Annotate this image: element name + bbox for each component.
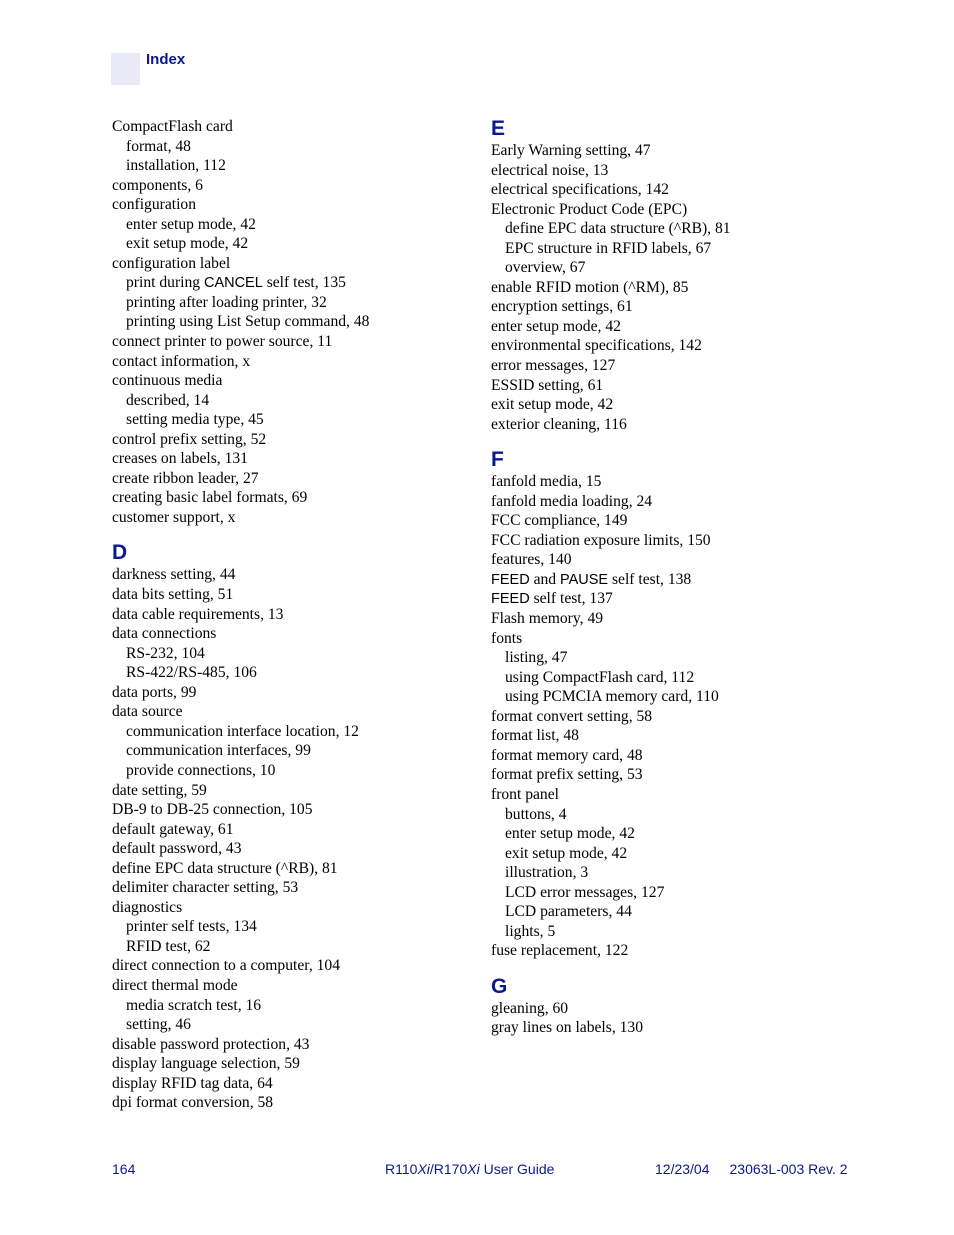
- index-subentry: overview, 67: [505, 259, 586, 277]
- index-entry: Early Warning setting, 47: [491, 142, 651, 159]
- index-subentry: printing after loading printer, 32: [126, 293, 327, 311]
- index-entry: direct thermal mode: [112, 976, 238, 994]
- header-tab-marker: [111, 53, 140, 85]
- index-entry: CompactFlash card: [112, 118, 233, 135]
- index-entry: display RFID tag data, 64: [112, 1074, 273, 1092]
- index-subentry: illustration, 3: [505, 864, 589, 882]
- index-subentry: RS-232, 104: [126, 644, 205, 662]
- index-entry: default password, 43: [112, 840, 242, 858]
- index-entry: creases on labels, 131: [112, 450, 248, 468]
- index-subentry: enter setup mode, 42: [505, 825, 635, 843]
- index-entry: connect printer to power source, 11: [112, 333, 333, 351]
- index-subentry: RFID test, 62: [126, 937, 211, 955]
- page-header-title: Index: [146, 51, 186, 68]
- index-entry: diagnostics: [112, 898, 183, 916]
- index-entry: fonts: [491, 629, 523, 647]
- index-entry: disable password protection, 43: [112, 1035, 310, 1053]
- index-entry: exterior cleaning, 116: [491, 415, 627, 433]
- index-subentry: define EPC data structure (^RB), 81: [505, 220, 731, 238]
- index-entry: format convert setting, 58: [491, 707, 653, 725]
- index-subentry: LCD error messages, 127: [505, 883, 665, 901]
- index-subentry: setting media type, 45: [126, 411, 264, 429]
- index-entry: enable RFID motion (^RM), 85: [491, 278, 689, 296]
- index-entry: display language selection, 59: [112, 1055, 300, 1073]
- index-entry: data ports, 99: [112, 683, 197, 701]
- index-entry: FCC radiation exposure limits, 150: [491, 531, 711, 549]
- index-subentry: communication interfaces, 99: [126, 742, 311, 760]
- index-entry: direct connection to a computer, 104: [112, 957, 341, 975]
- index-entry: front panel: [491, 785, 559, 803]
- index-entry: data cable requirements, 13: [112, 605, 284, 623]
- index-entry: dpi format conversion, 58: [112, 1094, 274, 1112]
- index-entry: ESSID setting, 61: [491, 376, 604, 394]
- index-entry: contact information, x: [112, 352, 251, 370]
- index-subentry: buttons, 4: [505, 805, 567, 823]
- section-letter: D: [112, 541, 128, 565]
- section-letter: E: [491, 117, 506, 140]
- index-entry: configuration label: [112, 254, 231, 272]
- index-entry: Electronic Product Code (EPC): [491, 200, 688, 218]
- index-subentry: printer self tests, 134: [126, 918, 257, 936]
- index-subentry: printing using List Setup command, 48: [126, 313, 370, 331]
- index-subentry: described, 14: [126, 391, 210, 409]
- index-entry: electrical noise, 13: [491, 161, 609, 179]
- index-entry: enter setup mode, 42: [491, 317, 621, 335]
- index-subentry: EPC structure in RFID labels, 67: [505, 239, 712, 257]
- index-column-left: [112, 117, 472, 1113]
- index-entry: FEED self test, 137: [491, 590, 613, 608]
- index-entry: continuous media: [112, 372, 223, 390]
- index-entry: gray lines on labels, 130: [491, 1019, 644, 1037]
- index-entry: components, 6: [112, 176, 203, 194]
- index-entry: fuse replacement, 122: [491, 942, 629, 960]
- index-entry: creating basic label formats, 69: [112, 489, 308, 507]
- index-entry: gleaning, 60: [491, 999, 569, 1017]
- index-subentry: media scratch test, 16: [126, 996, 262, 1014]
- index-subentry: enter setup mode, 42: [126, 215, 256, 233]
- index-entry: error messages, 127: [491, 357, 616, 375]
- index-subentry: format, 48: [126, 137, 191, 155]
- index-subentry: exit setup mode, 42: [126, 235, 249, 253]
- index-entry: electrical specifications, 142: [491, 181, 669, 199]
- footer-doc-id: 23063L-003 Rev. 2: [729, 1161, 848, 1177]
- index-subentry: provide connections, 10: [126, 761, 276, 779]
- index-entry: FCC compliance, 149: [491, 512, 628, 530]
- footer-guide-title: R110Xi/R170Xi User Guide: [385, 1161, 555, 1177]
- index-subentry: listing, 47: [505, 649, 568, 667]
- index-entry: format list, 48: [491, 727, 579, 745]
- section-letter: F: [491, 448, 504, 472]
- index-entry: date setting, 59: [112, 781, 207, 799]
- index-entry: configuration: [112, 196, 197, 214]
- index-entry: fanfold media loading, 24: [491, 492, 653, 510]
- index-entry: FEED and PAUSE self test, 138: [491, 570, 692, 588]
- index-entry: customer support, x: [112, 508, 236, 526]
- index-entry: delimiter character setting, 53: [112, 879, 299, 897]
- index-entry: DB-9 to DB-25 connection, 105: [112, 801, 313, 819]
- index-entry: darkness setting, 44: [112, 566, 236, 584]
- index-entry: encryption settings, 61: [491, 298, 633, 316]
- index-subentry: lights, 5: [505, 922, 556, 940]
- index-entry: exit setup mode, 42: [491, 396, 614, 414]
- index-entry: create ribbon leader, 27: [112, 469, 259, 487]
- footer-doc-info: [655, 1161, 848, 1177]
- index-entry: data source: [112, 703, 183, 721]
- index-entry: default gateway, 61: [112, 820, 234, 838]
- index-entry: data bits setting, 51: [112, 586, 234, 604]
- index-entry: environmental specifications, 142: [491, 337, 702, 355]
- index-entry: features, 140: [491, 551, 572, 569]
- index-subentry: RS-422/RS-485, 106: [126, 664, 257, 682]
- index-subentry: print during CANCEL self test, 135: [126, 274, 346, 292]
- section-letter: G: [491, 974, 508, 998]
- index-subentry: communication interface location, 12: [126, 722, 359, 740]
- index-subentry: LCD parameters, 44: [505, 903, 632, 921]
- index-entry: define EPC data structure (^RB), 81: [112, 859, 338, 877]
- index-subentry: setting, 46: [126, 1016, 191, 1034]
- index-entry: format memory card, 48: [491, 746, 643, 764]
- index-entry: fanfold media, 15: [491, 473, 602, 491]
- index-entry: Flash memory, 49: [491, 610, 604, 628]
- index-subentry: installation, 112: [126, 157, 226, 175]
- index-subentry: exit setup mode, 42: [505, 844, 628, 862]
- footer-page-number: 164: [112, 1161, 136, 1177]
- index-column-right: [491, 117, 851, 1038]
- footer-date: 12/23/04: [655, 1161, 710, 1177]
- index-entry: data connections: [112, 625, 217, 643]
- index-entry: control prefix setting, 52: [112, 430, 267, 448]
- index-subentry: using CompactFlash card, 112: [505, 668, 695, 686]
- index-entry: format prefix setting, 53: [491, 766, 643, 784]
- index-subentry: using PCMCIA memory card, 110: [505, 688, 719, 706]
